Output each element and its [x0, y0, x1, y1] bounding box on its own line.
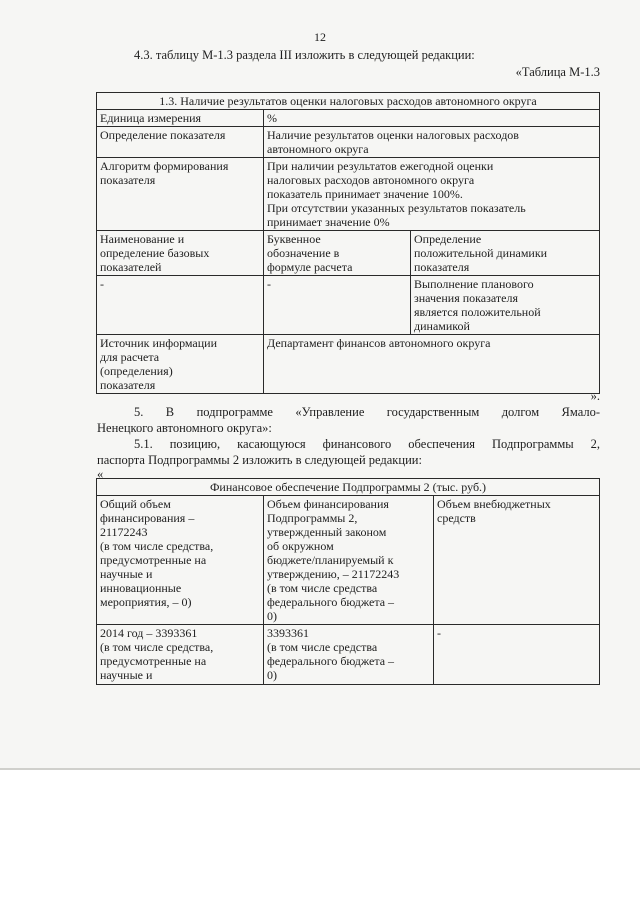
paragraph-5-1-line-2: паспорта Подпрограммы 2 изложить в следующей редакции:: [97, 453, 422, 467]
word: долгом: [501, 405, 540, 419]
text-line: утверждению, – 21172243: [267, 567, 400, 581]
paragraph-5-1-line-1: [134, 437, 600, 452]
text-line: Подпрограммы 2,: [267, 511, 358, 525]
text-line: финансирования –: [100, 511, 195, 525]
text-line: научные и: [100, 668, 153, 682]
word: Ямало-: [561, 405, 601, 419]
text-line: Определение: [414, 232, 482, 246]
text-line: федерального бюджета –: [267, 595, 395, 609]
word: 2,: [590, 437, 601, 451]
algorithm-label: [97, 158, 264, 231]
text-line: автономного округа: [267, 142, 369, 156]
text-line: инновационные: [100, 581, 182, 595]
text-line: Источник информации: [100, 336, 218, 350]
text-line: (определения): [100, 364, 173, 378]
indicator-table: [96, 92, 600, 394]
text-line: динамикой: [414, 319, 470, 333]
table-title: 1.3. Наличие результатов оценки налоговых расходов автономного округа: [97, 93, 600, 110]
text-line: предусмотренные на: [100, 654, 207, 668]
word: В: [165, 405, 175, 419]
unit-value: %: [264, 110, 600, 127]
definition-value: [264, 127, 600, 158]
word: государственным: [386, 405, 480, 419]
text-line: (в том числе средства,: [100, 539, 214, 553]
base-indicators-label: [97, 231, 264, 276]
text-line: Общий объем: [100, 497, 171, 511]
algorithm-value: [264, 158, 600, 231]
text-line: При отсутствии указанных результатов показатель: [267, 201, 526, 215]
paragraph-5-line-1: [134, 405, 600, 420]
text-line: 0): [267, 609, 277, 623]
word: 5.: [134, 405, 144, 419]
text-line: показатель принимает значение 100%.: [267, 187, 463, 201]
text-line: показателя: [100, 173, 156, 187]
page-number: 12: [314, 30, 326, 44]
text-line: бюджете/планируемый к: [267, 553, 394, 567]
intro-paragraph: 4.3. таблицу М-1.3 раздела III изложить в следующей редакции:: [134, 48, 475, 62]
table-close-quote: ».: [590, 389, 600, 403]
text-line: федерального бюджета –: [267, 654, 395, 668]
text-line: Буквенное: [267, 232, 321, 246]
text-line: При наличии результатов ежегодной оценки: [267, 159, 494, 173]
text-line: показателей: [100, 260, 162, 274]
text-line: определение базовых: [100, 246, 210, 260]
text-line: значения показателя: [414, 291, 518, 305]
letter-designation-label: [264, 231, 411, 276]
year-2014-extrabudgetary-cell: -: [434, 625, 600, 685]
text-line: средств: [437, 511, 476, 525]
text-line: научные и: [100, 567, 153, 581]
text-line: показателя: [100, 378, 156, 392]
text-line: Наличие результатов оценки налоговых расходов: [267, 128, 519, 142]
definition-label: Определение показателя: [97, 127, 264, 158]
text-line: для расчета: [100, 350, 160, 364]
text-line: показателя: [414, 260, 470, 274]
source-value: Департамент финансов автономного округа: [264, 335, 600, 394]
text-line: 0): [267, 668, 277, 682]
positive-dynamics-label: [411, 231, 600, 276]
extrabudgetary-cell: [434, 496, 600, 625]
text-line: утвержденный законом: [267, 525, 387, 539]
text-line: (в том числе средства: [267, 581, 378, 595]
word: подпрограмме: [196, 405, 273, 419]
table-caption: «Таблица М-1.3: [515, 65, 600, 79]
word: обеспечения: [408, 437, 476, 451]
approved-financing-cell: [264, 496, 434, 625]
year-2014-budget-cell: [264, 625, 434, 685]
positive-dynamics-value: [411, 276, 600, 335]
word: касающуюся: [237, 437, 306, 451]
text-line: об окружном: [267, 539, 334, 553]
letter-designation-value: -: [264, 276, 411, 335]
word: «Управление: [295, 405, 365, 419]
text-line: Объем финансирования: [267, 497, 389, 511]
text-line: Алгоритм формирования: [100, 159, 229, 173]
text-line: обозначение в: [267, 246, 340, 260]
word: 5.1.: [134, 437, 153, 451]
source-label: [97, 335, 264, 394]
text-line: формуле расчета: [267, 260, 353, 274]
word: финансового: [322, 437, 392, 451]
financing-table-title: Финансовое обеспечение Подпрограммы 2 (тыс. руб.): [97, 479, 600, 496]
year-2014-cell: [97, 625, 264, 685]
text-line: 3393361: [267, 626, 309, 640]
text-line: налоговых расходов автономного округа: [267, 173, 475, 187]
text-line: Наименование и: [100, 232, 185, 246]
text-line: является положительной: [414, 305, 541, 319]
text-line: 2014 год – 3393361: [100, 626, 198, 640]
text-line: предусмотренные на: [100, 553, 207, 567]
text-line: (в том числе средства,: [100, 640, 214, 654]
text-line: положительной динамики: [414, 246, 548, 260]
text-line: мероприятия, – 0): [100, 595, 192, 609]
paragraph-5-line-2: Ненецкого автономного округа»:: [97, 421, 272, 435]
financing-table: [96, 478, 600, 685]
page-edge: [0, 768, 640, 770]
word: Подпрограммы: [492, 437, 574, 451]
word: позицию,: [169, 437, 221, 451]
text-line: (в том числе средства: [267, 640, 378, 654]
text-line: 21172243: [100, 525, 148, 539]
text-line: Объем внебюджетных: [437, 497, 551, 511]
base-indicators-value: -: [97, 276, 264, 335]
open-quote: «: [97, 467, 104, 481]
unit-label: Единица измерения: [97, 110, 264, 127]
text-line: Выполнение планового: [414, 277, 534, 291]
total-financing-cell: [97, 496, 264, 625]
text-line: принимает значение 0%: [267, 215, 390, 229]
